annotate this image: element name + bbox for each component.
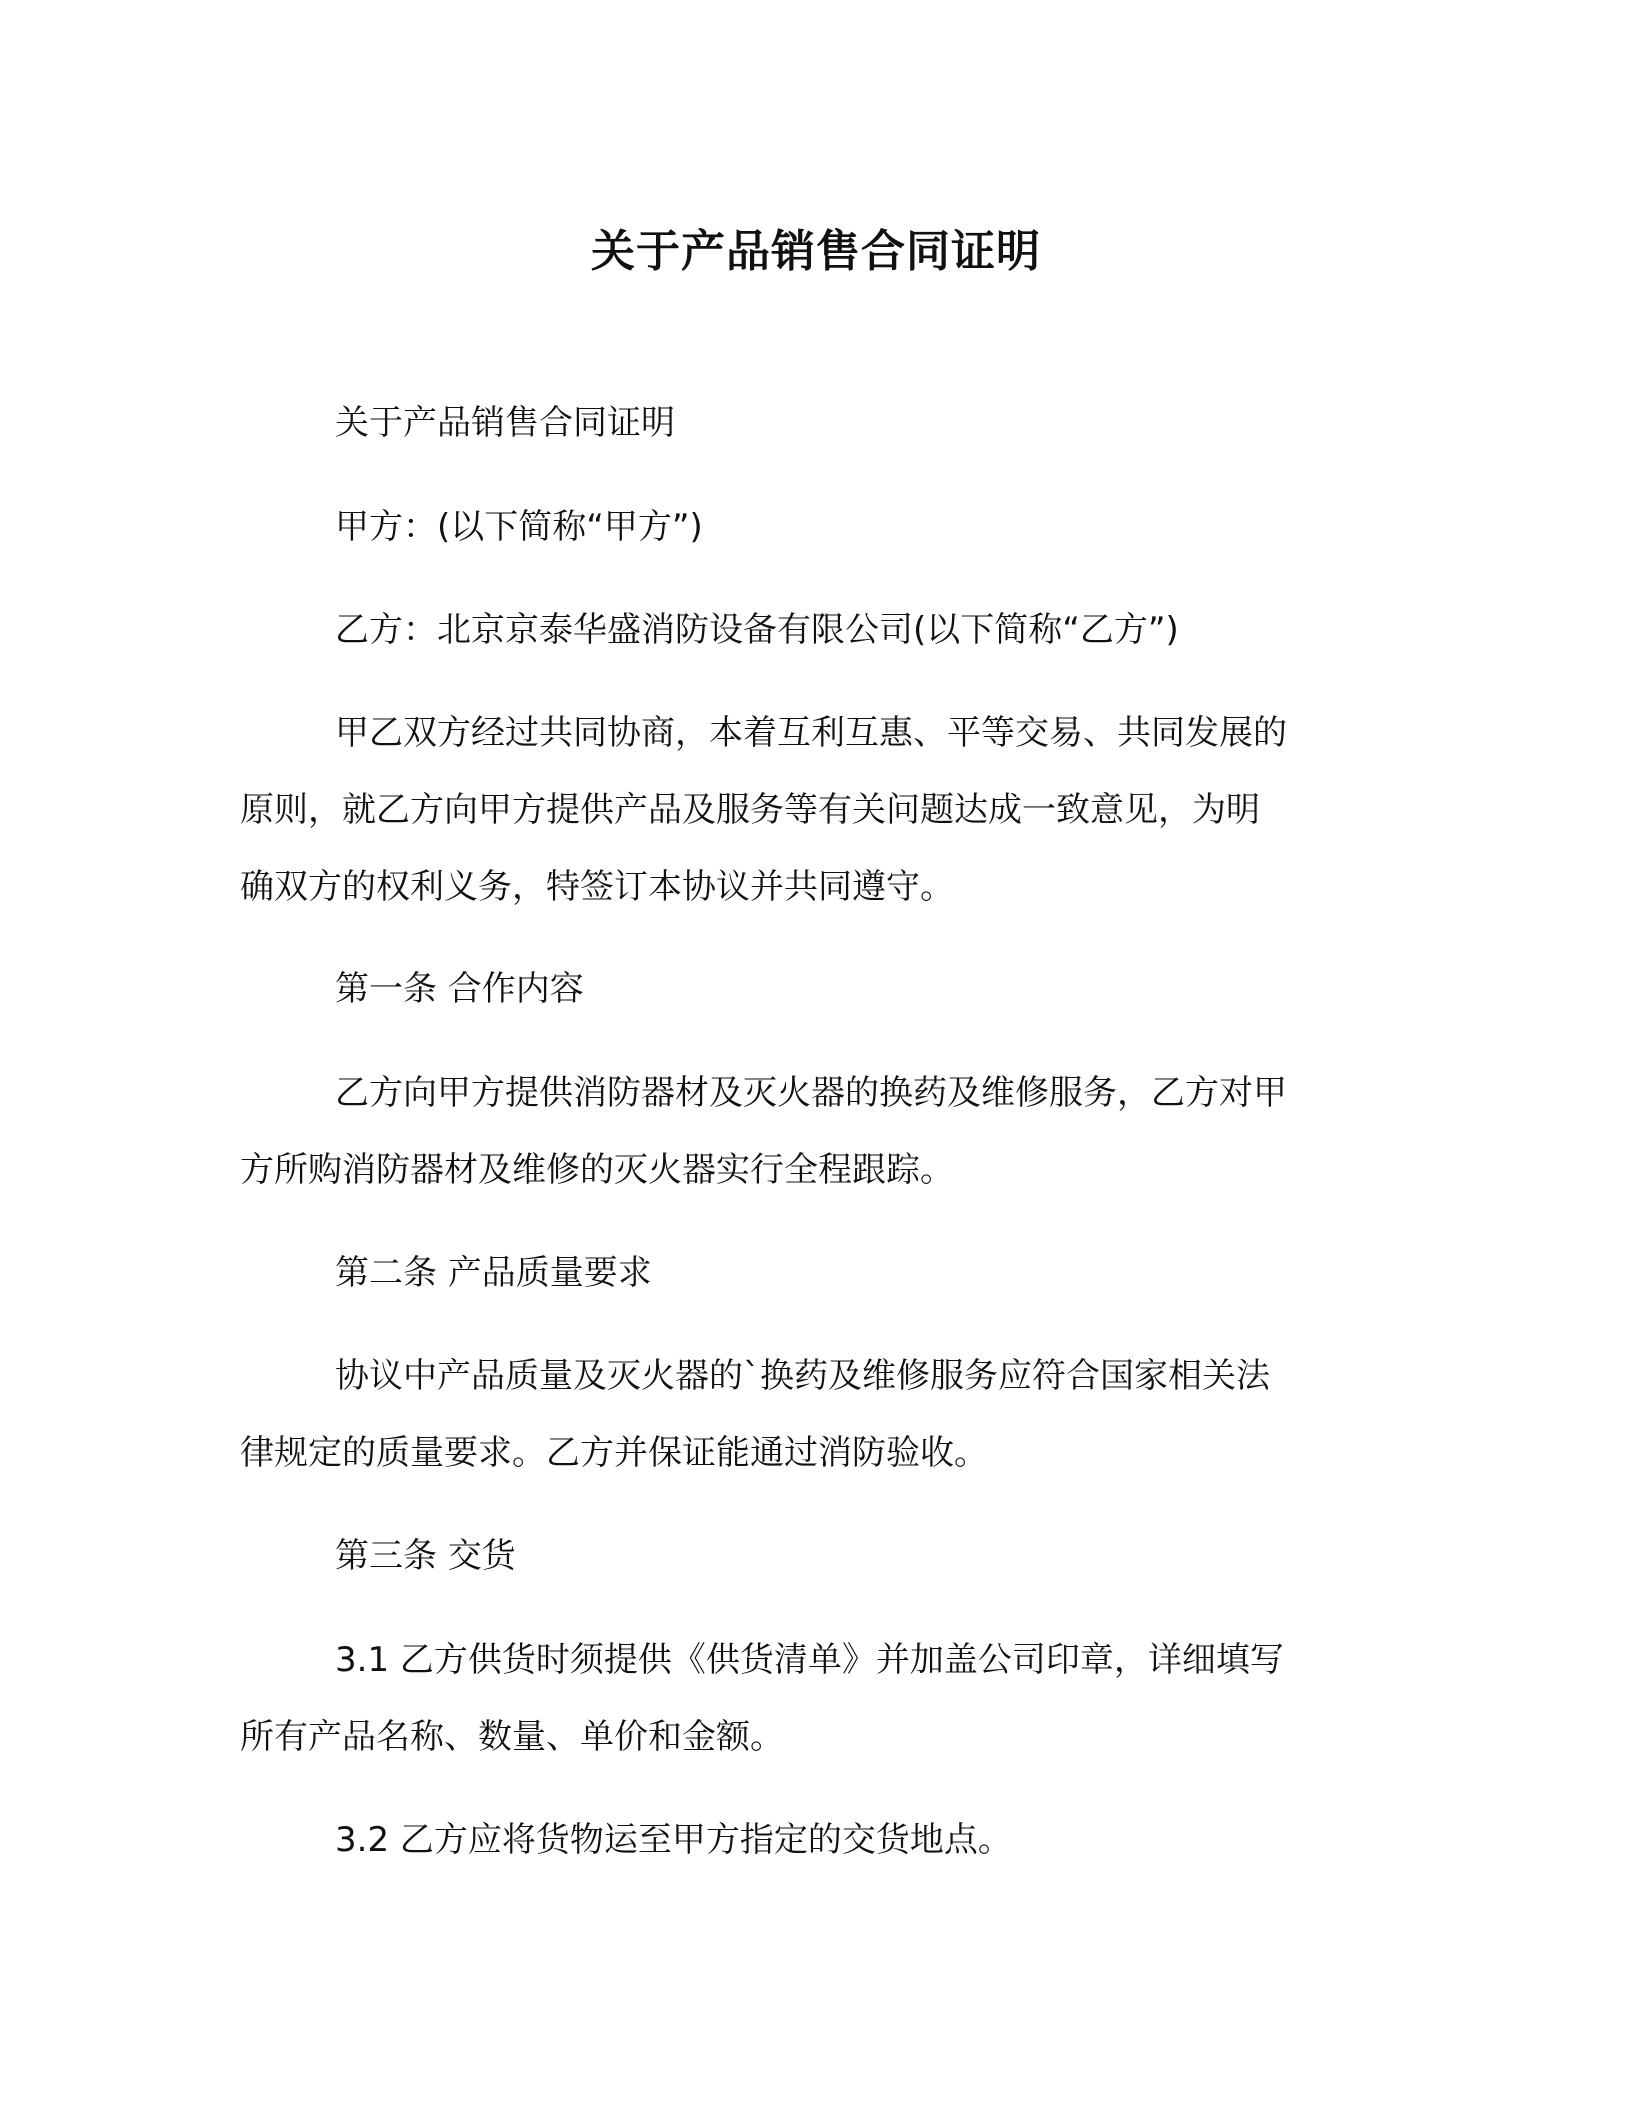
article-3-2-text: 3.2 乙方应将货物运至甲方指定的交货地点。 [335, 1820, 1012, 1860]
party-b-text: 乙方：北京京泰华盛消防设备有限公司(以下简称“乙方”) [335, 610, 1179, 650]
article-1-line-2: 方所购消防器材及维修的灭火器实行全程跟踪。 [240, 1150, 954, 1190]
article-1-body [240, 1055, 1392, 1209]
article-2-heading-text: 第二条 产品质量要求 [335, 1253, 652, 1293]
intro-line-1: 甲乙双方经过共同协商，本着互利互惠、平等交易、共同发展的 [335, 713, 1287, 753]
article-1-line-1: 乙方向甲方提供消防器材及灭火器的换药及维修服务，乙方对甲 [335, 1073, 1287, 1113]
article-2-line-1: 协议中产品质量及灭火器的`换药及维修服务应符合国家相关法 [335, 1356, 1270, 1396]
party-b [240, 592, 1392, 669]
intro-line-2: 原则，就乙方向甲方提供产品及服务等有关问题达成一致意见，为明 [240, 790, 1260, 830]
intro-paragraph [240, 695, 1392, 926]
party-a-text: 甲方：(以下简称“甲方”) [335, 507, 703, 547]
article-2-heading [240, 1235, 1392, 1312]
intro-line-3: 确双方的权利义务，特签订本协议并共同遵守。 [240, 867, 954, 907]
article-3-heading [240, 1518, 1392, 1595]
article-1-heading-text: 第一条 合作内容 [335, 969, 584, 1009]
party-a [240, 489, 1392, 566]
article-2-body [240, 1338, 1392, 1492]
article-3-2 [240, 1802, 1392, 1879]
article-3-1-line-2: 所有产品名称、数量、单价和金额。 [240, 1717, 784, 1757]
subtitle-text: 关于产品销售合同证明 [335, 403, 675, 443]
article-3-1 [240, 1622, 1392, 1776]
article-3-heading-text: 第三条 交货 [335, 1536, 516, 1576]
article-1-heading [240, 951, 1392, 1028]
subtitle [240, 385, 1392, 462]
document-title: 关于产品销售合同证明 [591, 226, 1041, 277]
article-3-1-line-1: 3.1 乙方供货时须提供《供货清单》并加盖公司印章，详细填写 [335, 1640, 1284, 1680]
article-2-line-2: 律规定的质量要求。乙方并保证能通过消防验收。 [240, 1433, 988, 1473]
